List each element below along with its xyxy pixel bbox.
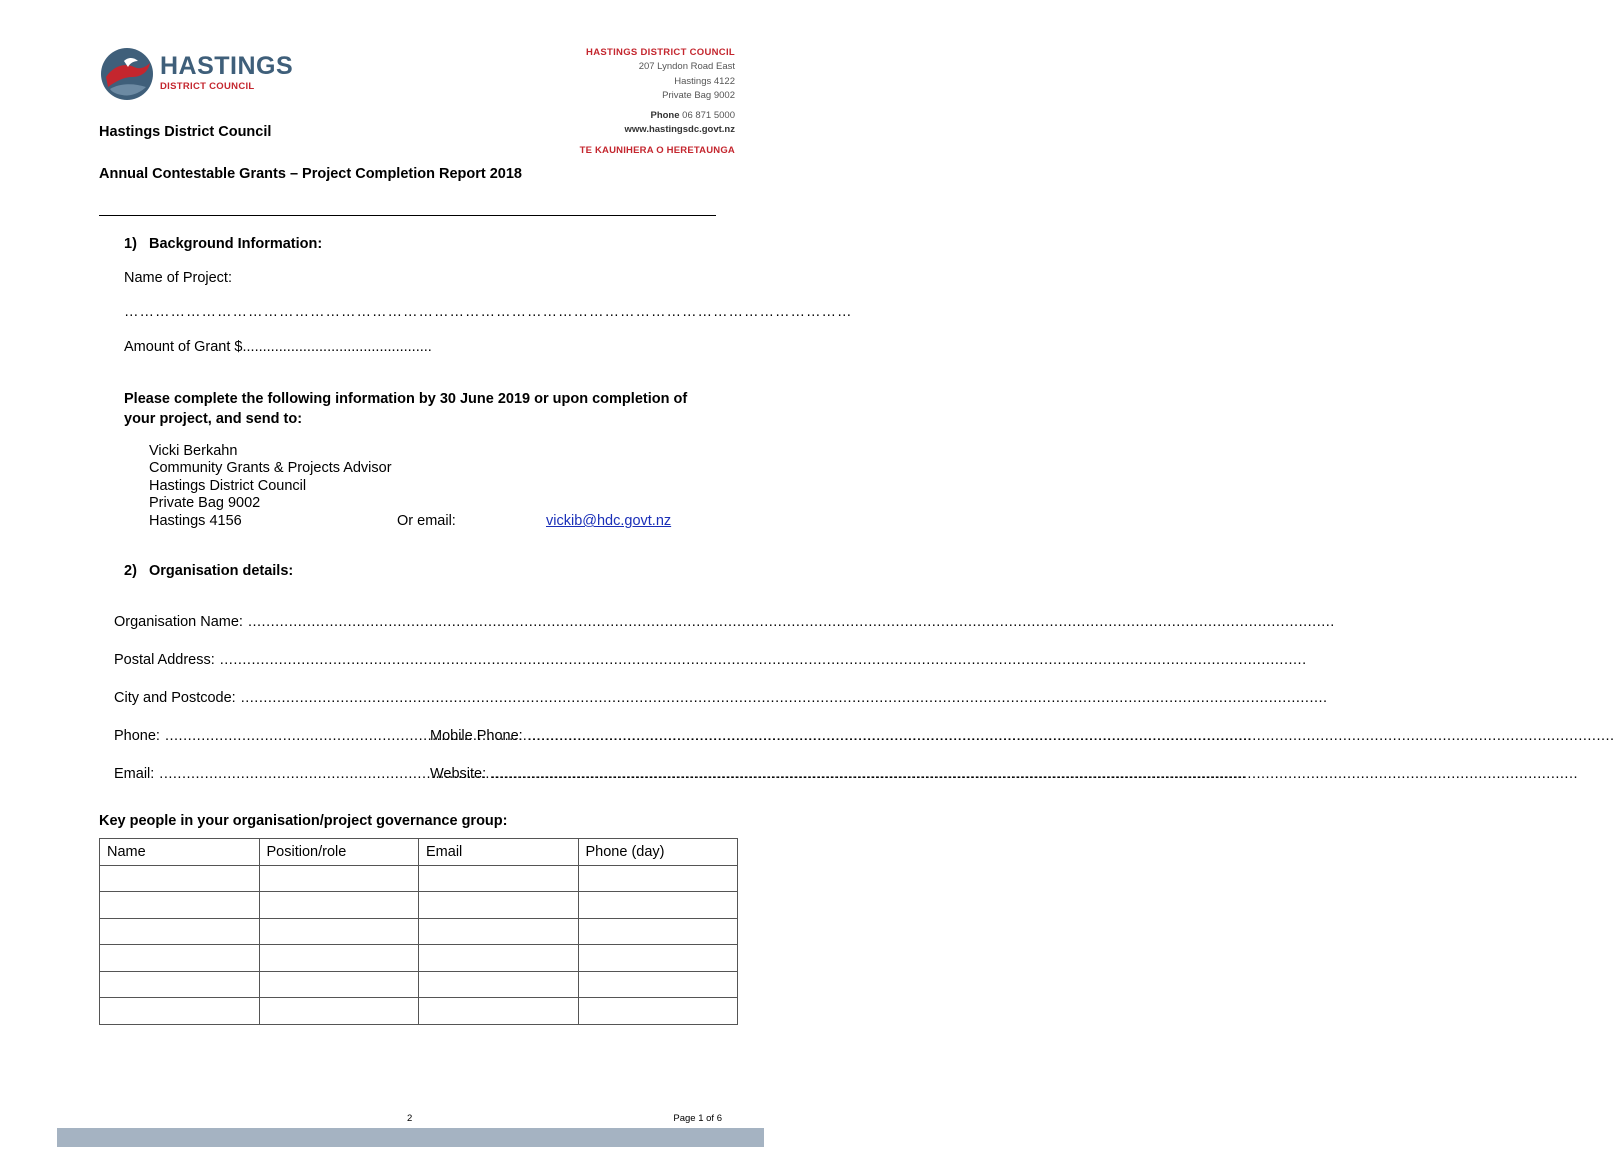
address-bag: Private Bag 9002 — [662, 89, 735, 101]
section-1-number: 1) — [124, 236, 137, 252]
email-field-label: Email: — [114, 766, 155, 782]
table-cell[interactable] — [419, 865, 579, 892]
column-header: Phone (day) — [578, 839, 738, 866]
contact-bag: Private Bag 9002 — [149, 495, 261, 512]
submission-instructions: Please complete the following information by 30 June 2019 or upon completion of your project, and send to: — [124, 391, 688, 427]
address-street: 207 Lyndon Road East — [638, 61, 735, 73]
contact-block — [149, 443, 392, 530]
logo-subtitle: DISTRICT COUNCIL — [160, 81, 255, 92]
postal-address-label: Postal Address: — [114, 652, 215, 668]
table-cell[interactable] — [419, 918, 579, 945]
address-city: Hastings 4122 — [674, 75, 735, 87]
maori-name: TE KAUNIHERA O HERETAUNGA — [579, 144, 735, 156]
table-cell[interactable] — [259, 892, 419, 919]
website-field-label: Website: — [430, 766, 487, 782]
table-cell[interactable] — [100, 998, 260, 1025]
logo-name: HASTINGS — [160, 52, 294, 80]
table-cell[interactable] — [578, 918, 738, 945]
table-row — [100, 892, 738, 919]
contact-role: Community Grants & Projects Advisor — [149, 460, 392, 477]
table-cell[interactable] — [100, 865, 260, 892]
city-postcode-label: City and Postcode: — [114, 690, 236, 706]
address-council: HASTINGS DISTRICT COUNCIL — [586, 47, 735, 58]
contact-name: Vicki Berkahn — [149, 443, 238, 459]
email-label: Or email: — [397, 513, 456, 529]
title-divider — [99, 215, 716, 216]
city-postcode-input[interactable] — [241, 690, 1328, 706]
page-of-label: Page 1 of 6 — [673, 1113, 722, 1124]
table-cell[interactable] — [259, 998, 419, 1025]
table-row — [100, 865, 738, 892]
project-name-field[interactable]: …………………………………………………………………………………………………………………………… — [124, 304, 853, 320]
contact-email-link[interactable]: vickib@hdc.govt.nz — [546, 513, 672, 529]
table-cell[interactable] — [100, 971, 260, 998]
table-cell[interactable] — [419, 892, 579, 919]
key-people-table — [99, 838, 738, 1025]
column-header: Email — [419, 839, 579, 866]
phone-field-label: Phone: — [114, 728, 160, 744]
table-cell[interactable] — [100, 945, 260, 972]
website-input[interactable] — [491, 766, 1578, 782]
table-row — [100, 971, 738, 998]
organisation-name-field[interactable] — [114, 614, 715, 630]
table-row — [100, 918, 738, 945]
email-field[interactable] — [114, 766, 414, 782]
table-cell[interactable] — [578, 998, 738, 1025]
postal-address-input[interactable] — [220, 652, 1307, 668]
table-cell[interactable] — [259, 865, 419, 892]
table-cell[interactable] — [259, 945, 419, 972]
key-people-title: Key people in your organisation/project governance group: — [99, 813, 508, 829]
section-1-heading — [124, 236, 322, 252]
phone-label: Phone — [650, 110, 680, 122]
table-cell[interactable] — [419, 998, 579, 1025]
contact-org: Hastings District Council — [149, 477, 307, 494]
table-row — [100, 945, 738, 972]
section-1-title: Background Information: — [149, 236, 323, 252]
section-2-heading — [124, 563, 293, 579]
table-cell[interactable] — [578, 892, 738, 919]
council-logo — [100, 47, 294, 105]
council-address-block — [580, 46, 735, 158]
council-website[interactable]: www.hastingsdc.govt.nz — [624, 124, 735, 136]
postal-address-field[interactable] — [114, 652, 715, 668]
section-2-title: Organisation details: — [149, 563, 294, 579]
table-cell[interactable] — [578, 865, 738, 892]
table-cell[interactable] — [419, 971, 579, 998]
footer-bar — [57, 1128, 764, 1147]
table-cell[interactable] — [100, 918, 260, 945]
table-row — [100, 998, 738, 1025]
report-title: Annual Contestable Grants – Project Completion Report 2018 — [99, 166, 522, 182]
address-phone-line — [580, 109, 735, 123]
website-field[interactable] — [430, 766, 715, 782]
table-cell[interactable] — [578, 971, 738, 998]
grant-amount-field[interactable]: Amount of Grant $............................................... — [124, 339, 432, 355]
table-cell[interactable] — [259, 918, 419, 945]
organisation-name-label: Organisation Name: — [114, 614, 243, 630]
column-header: Name — [100, 839, 260, 866]
column-header: Position/role — [259, 839, 419, 866]
phone-number: 06 871 5000 — [682, 110, 735, 122]
mobile-phone-input[interactable] — [528, 728, 1615, 744]
page-number: 2 — [407, 1113, 413, 1124]
organisation-name-input[interactable] — [248, 614, 1335, 630]
mobile-phone-label: Mobile Phone: — [430, 728, 523, 744]
council-logo-icon — [100, 47, 154, 101]
table-cell[interactable] — [100, 892, 260, 919]
contact-city: Hastings 4156 — [149, 512, 242, 529]
table-cell[interactable] — [419, 945, 579, 972]
city-postcode-field[interactable] — [114, 690, 715, 706]
table-cell[interactable] — [578, 945, 738, 972]
section-2-number: 2) — [124, 563, 137, 579]
table-cell[interactable] — [259, 971, 419, 998]
mobile-phone-field[interactable] — [430, 728, 715, 744]
council-title: Hastings District Council — [99, 124, 272, 140]
phone-field[interactable] — [114, 728, 414, 744]
project-name-label: Name of Project: — [124, 270, 232, 286]
table-header-row — [100, 839, 738, 866]
